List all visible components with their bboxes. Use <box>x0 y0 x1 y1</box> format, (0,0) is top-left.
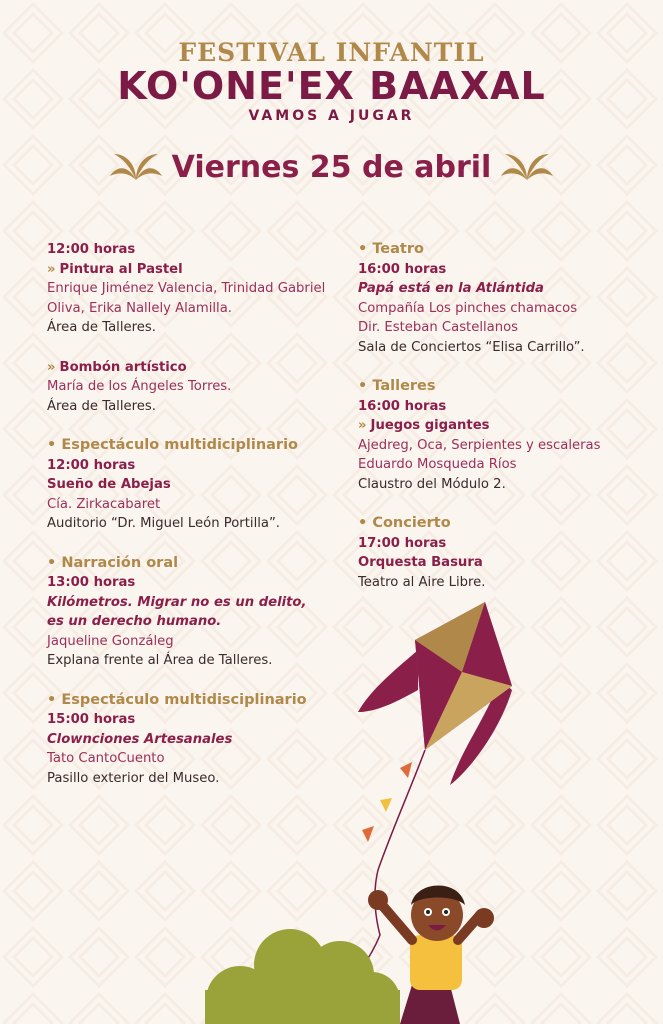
event-people: Jaqueline Gonzáleg <box>47 633 174 649</box>
double-chevron-icon: » <box>47 261 56 277</box>
double-chevron-icon: » <box>358 418 367 433</box>
event-time: 16:00 horas <box>358 398 447 414</box>
event-people: María de los Ángeles Torres. <box>47 379 232 394</box>
event-category: • Talleres <box>358 378 436 394</box>
event-suenio-abejas <box>47 436 337 534</box>
event-people: Tato CantoCuento <box>47 751 165 766</box>
event-category: • Espectáculo multidiciplinario <box>47 437 299 453</box>
event-teatro <box>358 240 658 357</box>
event-place: Teatro al Aire Libre. <box>358 574 486 590</box>
event-place: Auditorio “Dr. Miguel León Portilla”. <box>47 516 281 531</box>
event-title: Papá está en la Atlántida <box>358 281 544 296</box>
event-category: • Narración oral <box>47 554 179 571</box>
event-title: Clownciones Artesanales <box>47 731 233 747</box>
event-category: • Concierto <box>358 515 451 531</box>
event-place: Pasillo exterior del Museo. <box>47 770 220 786</box>
event-talleres <box>358 377 658 494</box>
event-people-line2: Eduardo Mosqueda Ríos <box>358 457 517 472</box>
event-time: 12:00 horas <box>47 242 136 257</box>
event-title-line2: es un derecho humano. <box>47 614 222 629</box>
logo-main-text: KO'ONE'EX BAAXAL <box>117 64 546 108</box>
event-time: 13:00 horas <box>47 575 136 590</box>
event-activity: » Juegos gigantes <box>358 418 490 433</box>
festival-logo <box>0 0 663 140</box>
event-category: • Espectáculo multidisciplinario <box>47 691 307 708</box>
event-people: Enrique Jiménez Valencia, Trinidad Gabriel Oliva, Erika Nallely Alamilla. <box>47 281 326 316</box>
event-people-line2: Dir. Esteban Castellanos <box>358 320 519 335</box>
event-people: Cía. Zirkacabaret <box>47 496 161 512</box>
event-activity: » Pintura al Pastel <box>47 261 183 277</box>
event-place: Explana frente al Área de Talleres. <box>47 653 273 668</box>
event-title-line1: Kilómetros. Migrar no es un delito, <box>47 594 307 610</box>
event-title: Orquesta Basura <box>358 555 483 570</box>
double-chevron-icon: » <box>47 359 56 375</box>
event-pintura <box>47 240 337 338</box>
event-people-line1: Ajedreg, Oca, Serpientes y escaleras <box>358 437 601 453</box>
day-title: Viernes 25 de abril <box>171 150 492 185</box>
event-activity: » Bombón artístico <box>47 359 187 375</box>
event-place: Área de Talleres. <box>47 398 156 414</box>
event-time: 16:00 horas <box>358 261 447 277</box>
event-kilometros <box>47 554 337 671</box>
event-title: Sueño de Abejas <box>47 477 171 492</box>
event-category: • Teatro <box>358 241 424 257</box>
event-place: Área de Talleres. <box>47 320 156 335</box>
event-clownciones <box>47 691 337 789</box>
schedule-left-column <box>47 240 337 808</box>
logo-top-text: FESTIVAL INFANTIL <box>178 38 485 67</box>
event-bombon <box>47 358 337 417</box>
event-place: Claustro del Módulo 2. <box>358 476 506 492</box>
event-time: 15:00 horas <box>47 712 136 727</box>
event-concierto <box>358 514 658 592</box>
event-place: Sala de Conciertos “Elisa Carrillo”. <box>358 339 585 355</box>
event-people-line1: Compañía Los pinches chamacos <box>358 300 578 316</box>
event-time: 12:00 horas <box>47 457 136 473</box>
schedule-right-column <box>358 240 658 612</box>
event-time: 17:00 horas <box>358 535 447 551</box>
logo-sub-text: VAMOS A JUGAR <box>248 108 415 124</box>
